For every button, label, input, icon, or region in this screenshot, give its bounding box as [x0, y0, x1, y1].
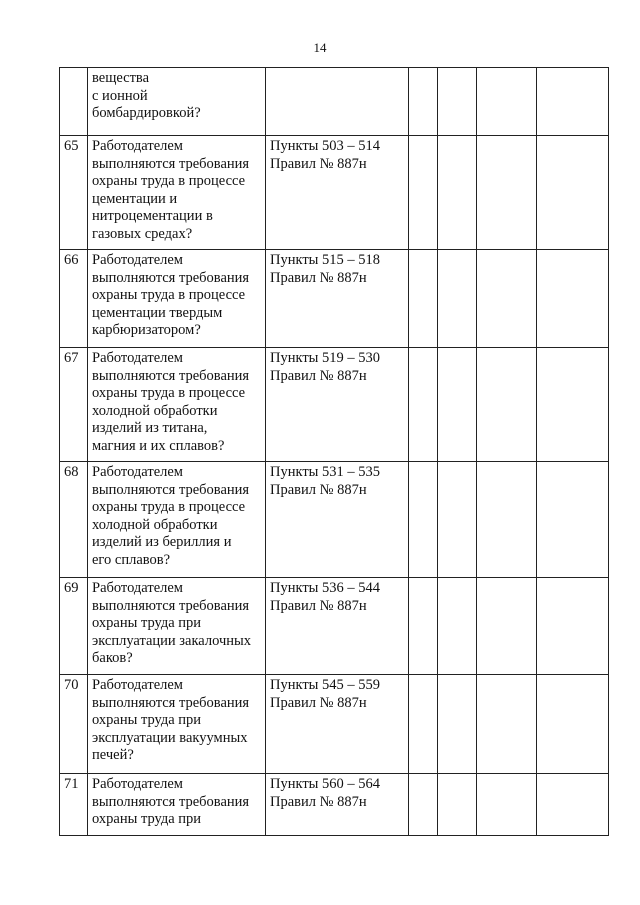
- question-text: Работодателем выполняются требования охраны труда в процессе холодной обработки изделий из титана, магния и их сплавов?: [88, 348, 266, 462]
- row-number: 66: [60, 250, 88, 348]
- table-row: [60, 675, 609, 774]
- answer-yes-cell[interactable]: [409, 250, 438, 348]
- answer-na-cell[interactable]: [477, 68, 537, 136]
- comment-cell[interactable]: [537, 462, 609, 578]
- requirement-reference: Пункты 515 – 518 Правил № 887н: [266, 250, 409, 348]
- answer-yes-cell[interactable]: [409, 774, 438, 836]
- answer-na-cell[interactable]: [477, 462, 537, 578]
- answer-na-cell[interactable]: [477, 250, 537, 348]
- answer-no-cell[interactable]: [438, 136, 477, 250]
- answer-no-cell[interactable]: [438, 250, 477, 348]
- question-text: Работодателем выполняются требования охраны труда при эксплуатации закалочных баков?: [88, 578, 266, 675]
- question-text: Работодателем выполняются требования охраны труда при эксплуатации вакуумных печей?: [88, 675, 266, 774]
- answer-na-cell[interactable]: [477, 675, 537, 774]
- table-row: [60, 136, 609, 250]
- table-row: [60, 68, 609, 136]
- answer-no-cell[interactable]: [438, 774, 477, 836]
- row-number: 69: [60, 578, 88, 675]
- answer-yes-cell[interactable]: [409, 462, 438, 578]
- requirement-reference: Пункты 519 – 530 Правил № 887н: [266, 348, 409, 462]
- answer-na-cell[interactable]: [477, 348, 537, 462]
- answer-no-cell[interactable]: [438, 578, 477, 675]
- requirement-reference: Пункты 560 – 564 Правил № 887н: [266, 774, 409, 836]
- question-text: Работодателем выполняются требования охраны труда при: [88, 774, 266, 836]
- answer-na-cell[interactable]: [477, 136, 537, 250]
- question-text: Работодателем выполняются требования охраны труда в процессе цементации и нитроцементации в газовых средах?: [88, 136, 266, 250]
- comment-cell[interactable]: [537, 250, 609, 348]
- answer-no-cell[interactable]: [438, 68, 477, 136]
- requirement-reference: Пункты 536 – 544 Правил № 887н: [266, 578, 409, 675]
- table-row: [60, 250, 609, 348]
- answer-yes-cell[interactable]: [409, 348, 438, 462]
- comment-cell[interactable]: [537, 68, 609, 136]
- checklist-table: [59, 67, 609, 836]
- comment-cell[interactable]: [537, 675, 609, 774]
- comment-cell[interactable]: [537, 136, 609, 250]
- row-number: 71: [60, 774, 88, 836]
- answer-na-cell[interactable]: [477, 578, 537, 675]
- question-text: вещества с ионной бомбардировкой?: [88, 68, 266, 136]
- row-number: [60, 68, 88, 136]
- answer-no-cell[interactable]: [438, 675, 477, 774]
- requirement-reference: [266, 68, 409, 136]
- answer-yes-cell[interactable]: [409, 578, 438, 675]
- answer-yes-cell[interactable]: [409, 68, 438, 136]
- row-number: 70: [60, 675, 88, 774]
- table-row: [60, 578, 609, 675]
- row-number: 67: [60, 348, 88, 462]
- comment-cell[interactable]: [537, 348, 609, 462]
- requirement-reference: Пункты 545 – 559 Правил № 887н: [266, 675, 409, 774]
- question-text: Работодателем выполняются требования охраны труда в процессе холодной обработки изделий из бериллия и его сплавов?: [88, 462, 266, 578]
- row-number: 68: [60, 462, 88, 578]
- question-text: Работодателем выполняются требования охраны труда в процессе цементации твердым карбюризатором?: [88, 250, 266, 348]
- requirement-reference: Пункты 531 – 535 Правил № 887н: [266, 462, 409, 578]
- table-row: [60, 774, 609, 836]
- answer-yes-cell[interactable]: [409, 675, 438, 774]
- answer-na-cell[interactable]: [477, 774, 537, 836]
- answer-yes-cell[interactable]: [409, 136, 438, 250]
- table-row: [60, 462, 609, 578]
- answer-no-cell[interactable]: [438, 462, 477, 578]
- comment-cell[interactable]: [537, 774, 609, 836]
- page-number: 14: [313, 40, 327, 55]
- row-number: 65: [60, 136, 88, 250]
- comment-cell[interactable]: [537, 578, 609, 675]
- requirement-reference: Пункты 503 – 514 Правил № 887н: [266, 136, 409, 250]
- answer-no-cell[interactable]: [438, 348, 477, 462]
- table-row: [60, 348, 609, 462]
